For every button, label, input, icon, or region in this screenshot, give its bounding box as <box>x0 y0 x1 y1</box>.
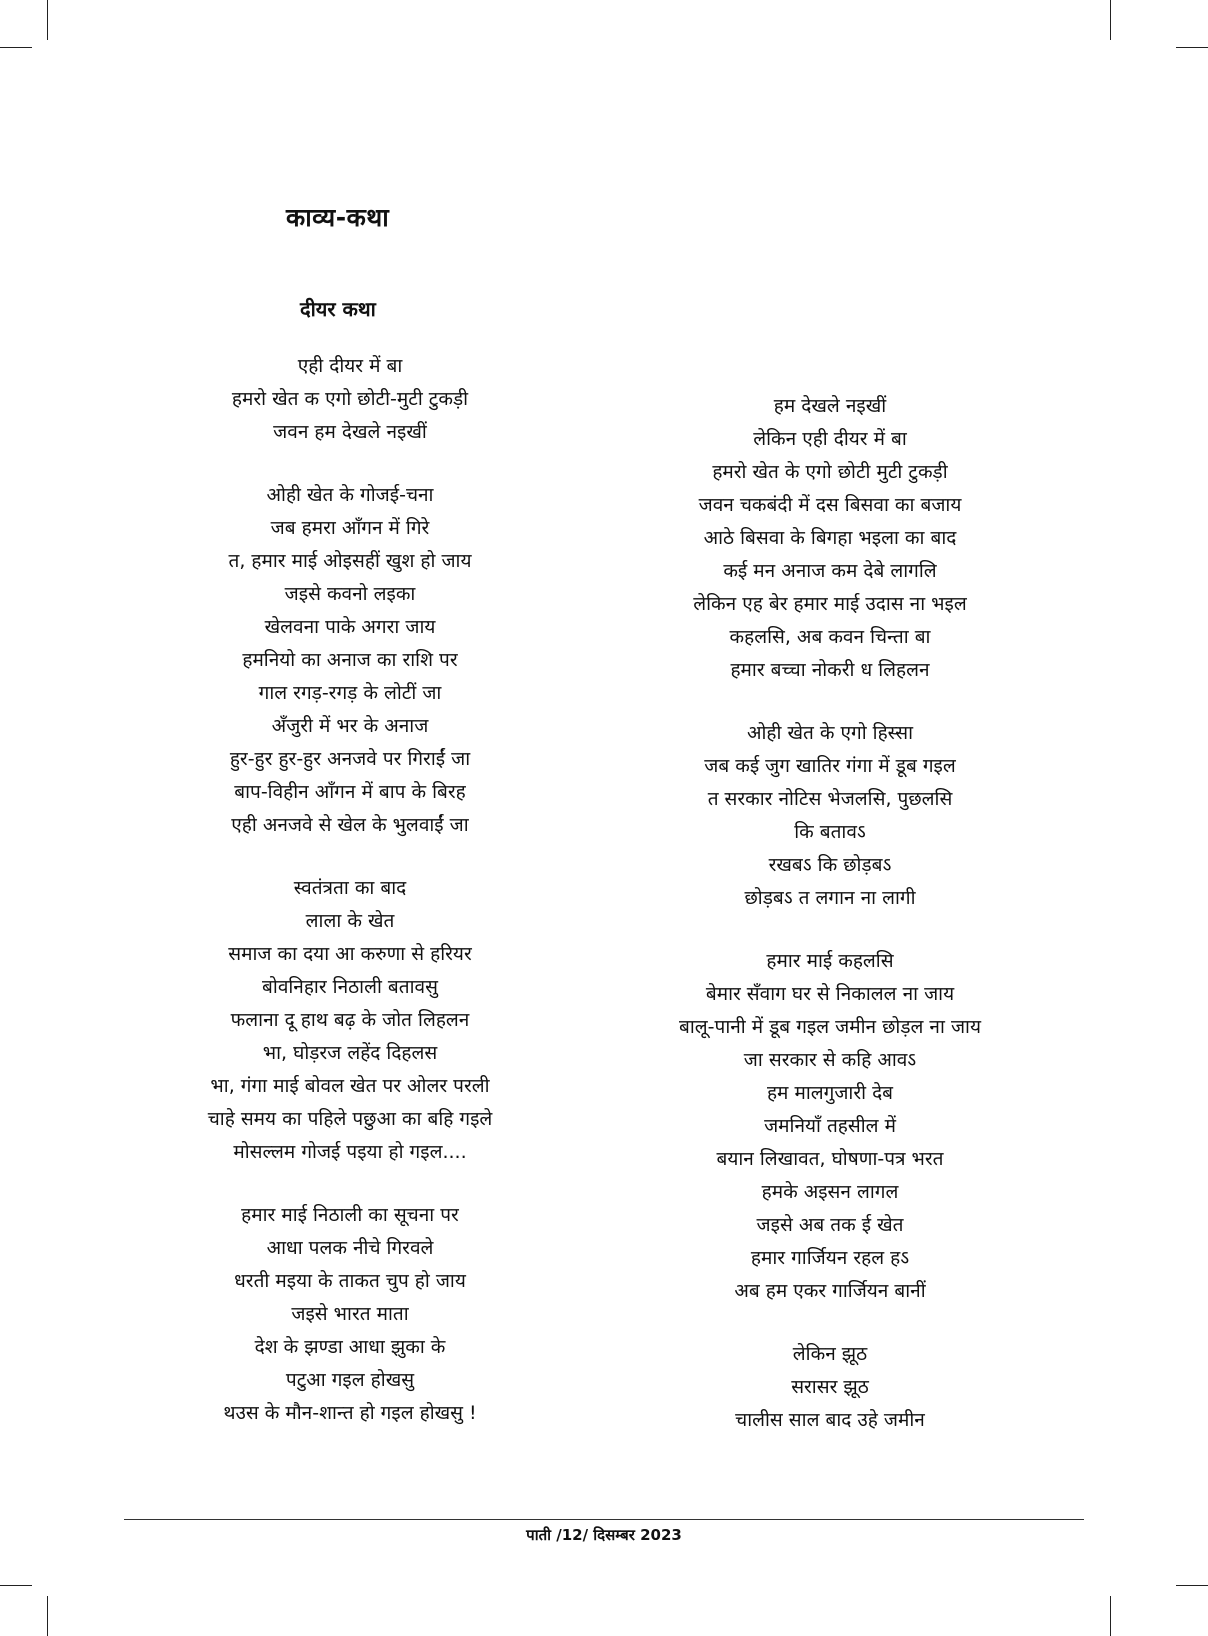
poem-line: देश के झण्डा आधा झुका के <box>254 1336 446 1358</box>
poem-line: हमार गार्जियन रहल हऽ <box>750 1247 910 1269</box>
poem-line: हमार बच्चा नोकरी ध लिहलन <box>730 659 930 681</box>
poem-line: हमरो खेत के एगो छोटी मुटी टुकड़ी <box>712 461 948 483</box>
poem-line: मोसल्लम गोजई पइया हो गइल.... <box>233 1141 467 1163</box>
poem-line: कई मन अनाज कम देबे लागलि <box>723 560 937 582</box>
poem-line: छोड़बऽ त लगान ना लागी <box>744 887 916 909</box>
poem-line: पटुआ गइल होखसु <box>285 1369 415 1391</box>
poem-line: जा सरकार से कहि आवऽ <box>743 1049 917 1071</box>
poem-line: बोवनिहार निठाली बतावसु <box>262 976 438 998</box>
poem-line: हमके अइसन लागल <box>761 1181 899 1203</box>
poem-line: ओही खेत के एगो हिस्सा <box>746 722 914 744</box>
poem-line: खेलवना पाके अगरा जाय <box>264 616 436 638</box>
poem-line: फलाना दू हाथ बढ़ के जोत लिहलन <box>230 1009 470 1031</box>
stanza <box>650 717 1010 915</box>
poem-line: भा, घोड़रज लहेंद दिहलस <box>262 1042 438 1064</box>
poem-line: लेकिन एही दीयर में बा <box>753 428 907 450</box>
stanza <box>650 945 1010 1308</box>
poem-line: त, हमार माई ओइसहीं खुश हो जाय <box>228 550 472 572</box>
poem-line: लेकिन एह बेर हमार माई उदास ना भइल <box>693 593 967 615</box>
poem-line: लाला के खेत <box>305 910 395 932</box>
poem-line: आधा पलक नीचे गिरवले <box>266 1237 434 1259</box>
crop-mark <box>1176 1585 1208 1586</box>
poem-line: समाज का दया आ करुणा से हरियर <box>228 943 472 965</box>
crop-mark <box>1110 1596 1111 1636</box>
poem-line: जवन हम देखले नइखीं <box>273 421 427 443</box>
poem-line: बालू-पानी में डूब गइल जमीन छोड़ल ना जाय <box>679 1016 981 1038</box>
footer-rule <box>124 1519 1084 1520</box>
crop-mark <box>47 1596 48 1636</box>
poem-line: थउस के मौन-शान्त हो गइल होखसु ! <box>223 1402 477 1424</box>
poem-column-right <box>650 390 1010 1467</box>
poem-line: एही दीयर में बा <box>297 355 403 377</box>
poem-line: बयान लिखावत, घोषणा-पत्र भरत <box>716 1148 944 1170</box>
stanza <box>650 390 1010 687</box>
poem-line: जवन चकबंदी में दस बिसवा का बजाय <box>698 494 962 516</box>
poem-line: हम देखले नइखीं <box>773 395 887 417</box>
poem-line: जइसे अब तक ई खेत <box>756 1214 904 1236</box>
crop-mark <box>0 47 32 48</box>
poem-line: हुर-हुर हुर-हुर अनजवे पर गिराईं जा <box>229 748 471 770</box>
poem-line: हमार माई निठाली का सूचना पर <box>241 1204 459 1226</box>
poem-line: बेमार सँवाग घर से निकालल ना जाय <box>705 983 955 1005</box>
poem-line: जइसे कवनो लइका <box>284 583 416 605</box>
poem-line: धरती मइया के ताकत चुप हो जाय <box>234 1270 466 1292</box>
poem-line: ओही खेत के गोजई-चना <box>266 484 434 506</box>
poem-line: अब हम एकर गार्जियन बानीं <box>734 1280 926 1302</box>
poem-line: बाप-विहीन आँगन में बाप के बिरह <box>234 781 466 803</box>
poem-line: त सरकार नोटिस भेजलसि, पुछलसि <box>707 788 953 810</box>
stanza <box>170 479 530 842</box>
poem-line: अँजुरी में भर के अनाज <box>271 715 429 737</box>
poem-line: सरासर झूठ <box>791 1376 869 1398</box>
poem-line: चालीस साल बाद उहे जमीन <box>735 1409 925 1431</box>
stanza <box>170 350 530 449</box>
poem-line: चाहे समय का पहिले पछुआ का बहि गइले <box>207 1108 493 1130</box>
crop-mark <box>0 1585 32 1586</box>
stanza <box>170 1199 530 1430</box>
poem-line: रखबऽ कि छोड़बऽ <box>768 854 892 876</box>
poem-line: हमनियो का अनाज का राशि पर <box>242 649 458 671</box>
poem-line: जइसे भारत माता <box>291 1303 409 1325</box>
poem-line: कहलसि, अब कवन चिन्ता बा <box>729 626 931 648</box>
section-title: काव्य-कथा <box>286 203 390 232</box>
poem-line: एही अनजवे से खेल के भुलवाईं जा <box>231 814 469 836</box>
crop-mark <box>1176 47 1208 48</box>
crop-mark <box>47 0 48 40</box>
page-footer: पाती /12/ दिसम्बर 2023 <box>526 1526 682 1544</box>
poem-line: स्वतंत्रता का बाद <box>293 877 407 899</box>
poem-line: गाल रगड़-रगड़ के लोटीं जा <box>258 682 442 704</box>
poem-column-left <box>170 350 530 1460</box>
poem-line: हमार माई कहलसि <box>766 950 894 972</box>
poem-line: कि बतावऽ <box>794 821 866 843</box>
poem-title: दीयर कथा <box>300 297 376 321</box>
poem-line: जमनियाँ तहसील में <box>764 1115 896 1137</box>
poem-line: जब हमरा आँगन में गिरे <box>270 517 430 539</box>
poem-line: हम मालगुजारी देब <box>766 1082 894 1104</box>
stanza <box>170 872 530 1169</box>
poem-line: हमरो खेत क एगो छोटी-मुटी टुकड़ी <box>231 388 469 410</box>
poem-line: आठे बिसवा के बिगहा भइला का बाद <box>703 527 957 549</box>
poem-line: भा, गंगा माई बोवल खेत पर ओलर परली <box>210 1075 490 1097</box>
poem-line: लेकिन झूठ <box>792 1343 868 1365</box>
stanza <box>650 1338 1010 1437</box>
poem-line: जब कई जुग खातिर गंगा में डूब गइल <box>704 755 956 777</box>
crop-mark <box>1110 0 1111 40</box>
